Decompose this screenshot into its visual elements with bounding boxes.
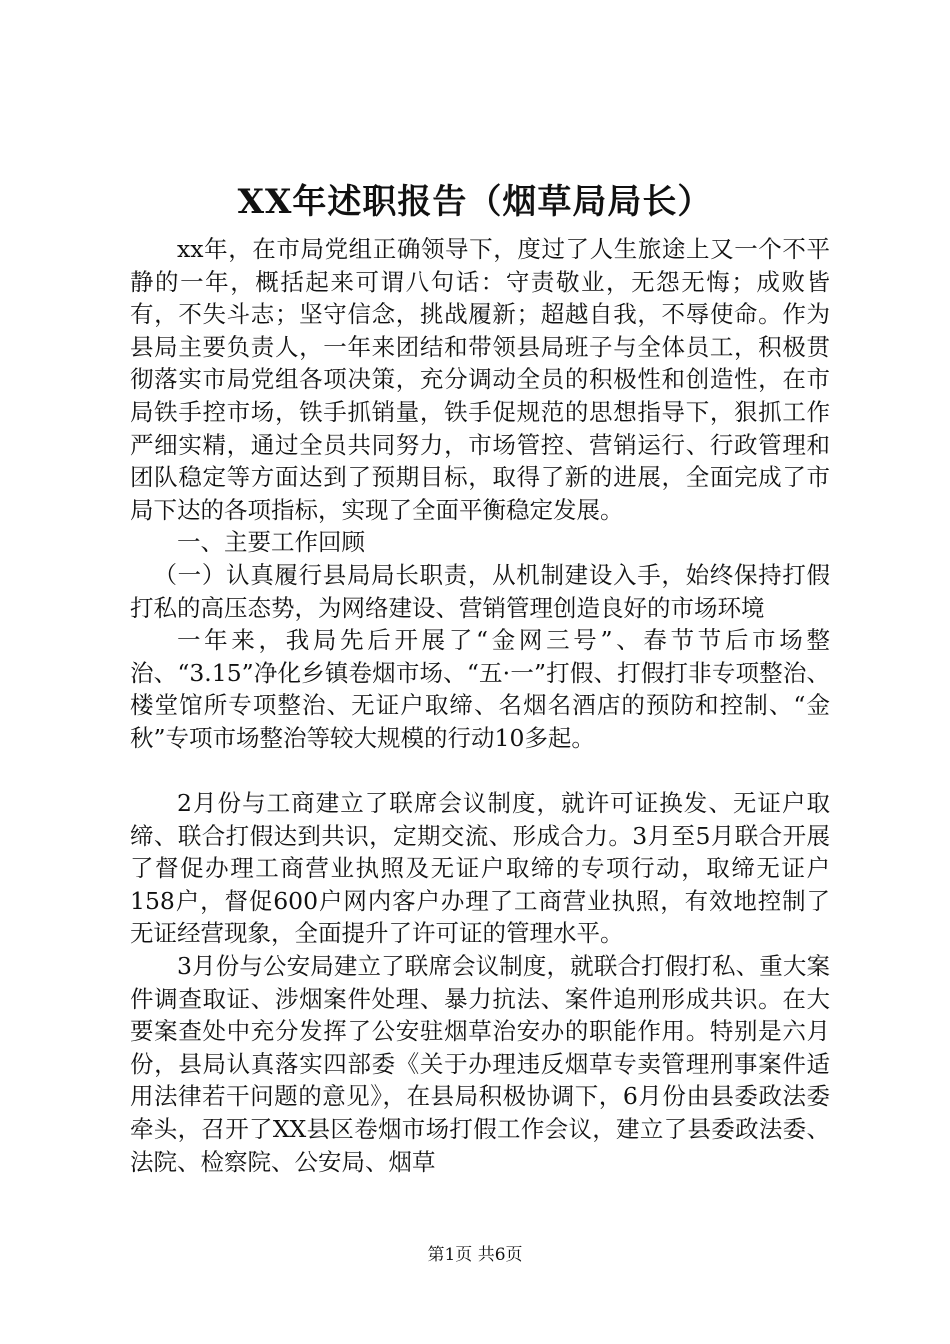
paragraph-actions: 一年来，我局先后开展了“金网三号”、春节节后市场整治、“3.15”净化乡镇卷烟市场、“五·一”打假、打假打非专项整治、楼堂馆所专项整治、无证户取缔、名烟名酒店的预防和控制、“金秋”专项市场整治等较大规模的行动10多起。 (130, 626, 830, 752)
subsection-heading: （一）认真履行县局局长职责，从机制建设入手，始终保持打假打私的高压态势，为网络建设、营销管理创造良好的市场环境 (130, 560, 830, 622)
paragraph-spacer (130, 755, 830, 788)
section-heading: 一、主要工作回顾 (177, 528, 365, 557)
paragraph-intro: xx年，在市局党组正确领导下，度过了人生旅途上又一个不平静的一年，概括起来可谓八句话：守责敬业，无怨无悔；成败皆有，不失斗志；坚守信念，挑战履新；超越自我，不辱使命。作为县局主要负责人，一年来团结和带领县局班子与全体员工，积极贯彻落实市局党组各项决策，充分调动全员的积极性和创造性，在市局铁手控市场，铁手抓销量，铁手促规范的思想指导下，狠抓工作严细实精，通过全员共同努力，市场管控、营销运行、行政管理和团队稳定等方面达到了预期目标，取得了新的进展，全面完成了市局下达的各项指标，实现了全面平衡稳定发展。 (130, 235, 830, 524)
paragraph-police: 3月份与公安局建立了联席会议制度，就联合打假打私、重大案件调查取证、涉烟案件处理、暴力抗法、案件追刑形成共识。在大要案查处中充分发挥了公安驻烟草治安办的职能作用。特别是六月份，县局认真落实四部委《关于办理违反烟草专卖管理刑事案件适用法律若干问题的意见》，在县局积极协调下，6月份由县委政法委牵头，召开了XX县区卷烟市场打假工作会议，建立了县委政法委、法院、检察院、公安局、烟草 (130, 952, 830, 1176)
paragraph-commerce: 2月份与工商建立了联席会议制度，就许可证换发、无证户取缔、联合打假达到共识，定期交流、形成合力。3月至5月联合开展了督促办理工商营业执照及无证户取缔的专项行动，取缔无证户158户，督促600户网内客户办理了工商营业执照，有效地控制了无证经营现象，全面提升了许可证的管理水平。 (130, 789, 830, 948)
page-footer: 第1页 共6页 (427, 1245, 523, 1265)
document-title: XX年述职报告（烟草局局长） (237, 182, 713, 222)
document-body (130, 233, 830, 1178)
